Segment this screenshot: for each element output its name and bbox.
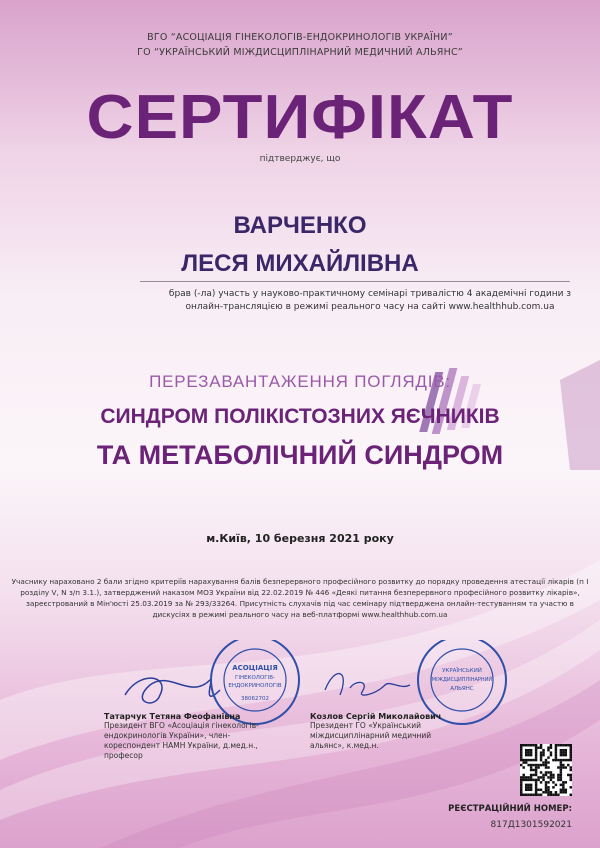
svg-text:ГІНЕКОЛОГІВ-: ГІНЕКОЛОГІВ- (234, 675, 276, 681)
seminar-topic-line1: СИНДРОМ ПОЛІКІСТОЗНИХ ЯЄЧНИКІВ (100, 405, 500, 428)
divider (140, 281, 570, 282)
signatory-1 (104, 712, 274, 761)
credits-text: Учаснику нараховано 2 бали згідно критеріїв нарахування балів безперервного професійного розвитку до порядку проведення атестації лікарів (п І розділу V, N з/п 3.1.), затверджений наказом МОЗ України від 22.02.2019 № 446 «Деякі питання безперервного професійного розвитку лікарів», зареєстрований в Мін'юсті 25.03.2019 за № 293/33264. Присутність слухачів під час семінару підтверджена онлайн-тестуванням та участю в дискусіях в режимі реального часу на веб-платформі www.healthhub.com.ua (11, 577, 589, 619)
svg-text:38062702: 38062702 (241, 696, 269, 702)
signature-1 (125, 678, 220, 703)
svg-text:УКРАЇНСЬКИЙ: УКРАЇНСЬКИЙ (442, 668, 482, 674)
signatory-2 (310, 712, 460, 751)
org-line: ГО “УКРАЇНСЬКИЙ МІЖДИСЦИПЛІНАРНИЙ МЕДИЧНИЙ АЛЬЯНС” (137, 47, 463, 58)
recipient-given-name: ЛЕСЯ МИХАЙЛІВНА (181, 250, 419, 277)
place-date: м.Київ, 10 березня 2021 року (206, 532, 394, 545)
registration-label: РЕЄСТРАЦІЙНИЙ НОМЕР: (448, 804, 572, 814)
organizations (0, 30, 600, 60)
signatory-role: Президент ГО «Український міждисциплінарний медичний альянс», к.мед.н. (310, 721, 432, 750)
signatory-role: Президент ВГО «Асоціація гінекологів- ендокринологів України», член-кореспондент НАМН України, д.мед.н., професор (104, 721, 259, 760)
qr-code (520, 744, 572, 796)
seminar-topic-line2: ТА МЕТАБОЛІЧНИЙ СИНДРОМ (96, 440, 504, 470)
participation-text: брав (-ла) участь у науково-практичному семінарі тривалістю 4 академічні години з онлайн-трансляцією в режимі реального часу на сайті www.healthhub.com.ua (168, 289, 572, 312)
signature-2 (325, 674, 410, 696)
certificate-title: СЕРТИФІКАТ (86, 83, 514, 152)
confirms-text: підтверджує, що (259, 154, 341, 164)
signatory-name: Татарчук Тетяна Феофанівна (104, 712, 241, 721)
svg-text:АСОЦІАЦІЯ: АСОЦІАЦІЯ (232, 664, 278, 672)
org-line: ВГО “АСОЦІАЦІЯ ГІНЕКОЛОГІВ-ЕНДОКРИНОЛОГІВ УКРАЇНИ” (147, 32, 453, 43)
registration-number: 817Д1301592021 (490, 820, 572, 830)
recipient-surname: ВАРЧЕНКО (233, 212, 367, 239)
svg-text:МІЖДИСЦИПЛІНАРНИЙ: МІЖДИСЦИПЛІНАРНИЙ (431, 677, 493, 683)
seminar-subtitle: ПЕРЕЗАВАНТАЖЕННЯ ПОГЛЯДІВ: (149, 372, 451, 391)
signatory-name: Козлов Сергій Миколайович (310, 712, 442, 721)
svg-text:АЛЬЯНС: АЛЬЯНС (450, 686, 474, 692)
svg-text:ЕНДОКРИНОЛОГІВ: ЕНДОКРИНОЛОГІВ (228, 683, 282, 689)
